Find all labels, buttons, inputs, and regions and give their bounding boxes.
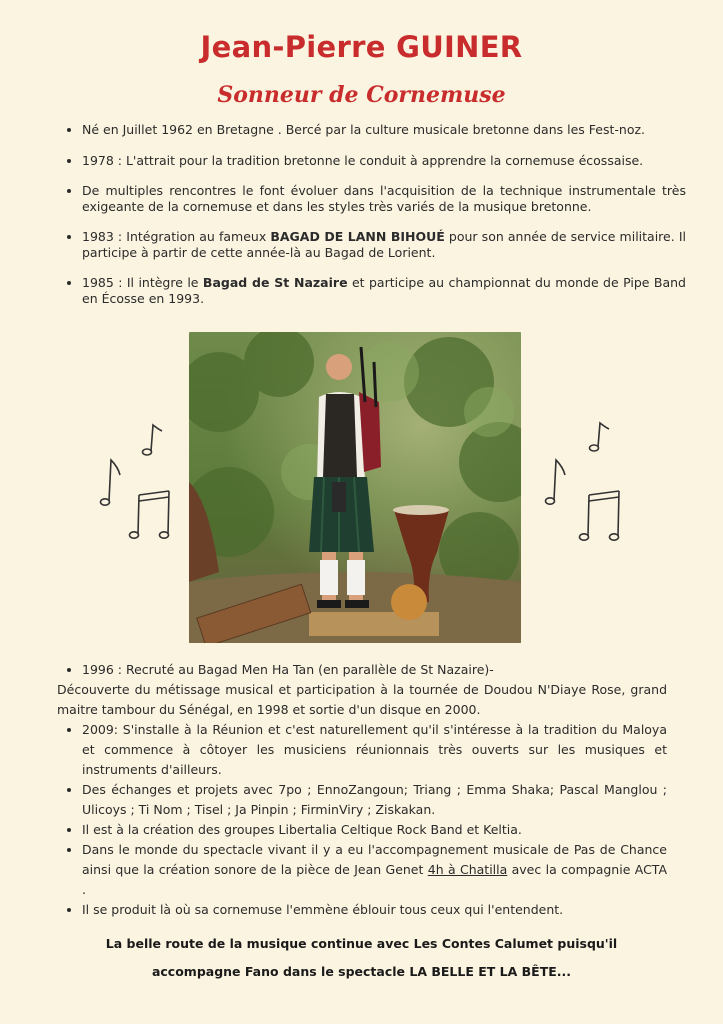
list-item: • 2009: S'installe à la Réunion et c'est naturellement qu'il s'intéresse à la tradition du Maloya et commence à côtoyer les musiciens réunionnais très ouverts sur les musiques et instruments d'ailleurs.: [82, 720, 667, 780]
bagpiper-photo: [189, 332, 521, 643]
paragraph: Découverte du métissage musical et participation à la tournée de Doudou N'Diaye Rose, grand maitre tambour du Sénégal, en 1998 et sortie d'un disque en 2000.: [57, 682, 667, 717]
list-item: • De multiples rencontres le font évoluer dans l'acquisition de la technique instrumentale très exigeante de la cornemuse et dans les styles très variés de la musique bretonne.: [82, 183, 686, 214]
music-notes-icon: [536, 415, 636, 555]
music-notes-icon: [92, 415, 192, 555]
list-item: • Il est à la création des groupes Libertalia Celtique Rock Band et Keltia.: [82, 820, 667, 840]
intro-list: [62, 122, 686, 321]
page-title: Jean-Pierre GUINER: [200, 30, 523, 64]
list-item: • 1978 : L'attrait pour la tradition bretonne le conduit à apprendre la cornemuse écossaise.: [82, 153, 686, 169]
list-item: • Né en Juillet 1962 en Bretagne . Bercé par la culture musicale bretonne dans les Fest-noz.: [82, 122, 686, 138]
footer: [60, 930, 663, 986]
list-item: • Dans le monde du spectacle vivant il y a eu l'accompagnement musicale de Pas de Chance ainsi que la création sonore de la pièce de Jean Genet 4h à Chatilla avec la compagnie ACTA .: [82, 840, 667, 900]
list-item: • Des échanges et projets avec 7po ; EnnoZangoun; Triang ; Emma Shaka; Pascal Manglou ; Ulicoys ; Ti Nom ; Tisel ; Ja Pinpin ; FirminViry ; Ziskakan.: [82, 780, 667, 820]
play-title-link[interactable]: 4h à Chatilla: [427, 862, 508, 877]
list-item: • 1985 : Il intègre le Bagad de St Nazaire et participe au championnat du monde de Pipe Band en Écosse en 1993.: [82, 275, 686, 306]
footer-line-1: La belle route de la musique continue avec Les Contes Calumet puisqu'il: [105, 936, 618, 951]
list-item: • 1996 : Recruté au Bagad Men Ha Tan (en parallèle de St Nazaire)-: [82, 660, 667, 680]
footer-line-2: accompagne Fano dans le spectacle LA BELLE ET LA BÊTE...: [151, 964, 572, 979]
page-subtitle: Sonneur de Cornemuse: [217, 82, 506, 108]
list-item: • Il se produit là où sa cornemuse l'emmène éblouir tous ceux qui l'entendent.: [82, 900, 667, 920]
list-item: • 1983 : Intégration au fameux BAGAD DE LANN BIHOUÉ pour son année de service militaire. Il participe à partir de cette année-là au Bagad de Lorient.: [82, 229, 686, 260]
bottom-section: [57, 660, 667, 920]
